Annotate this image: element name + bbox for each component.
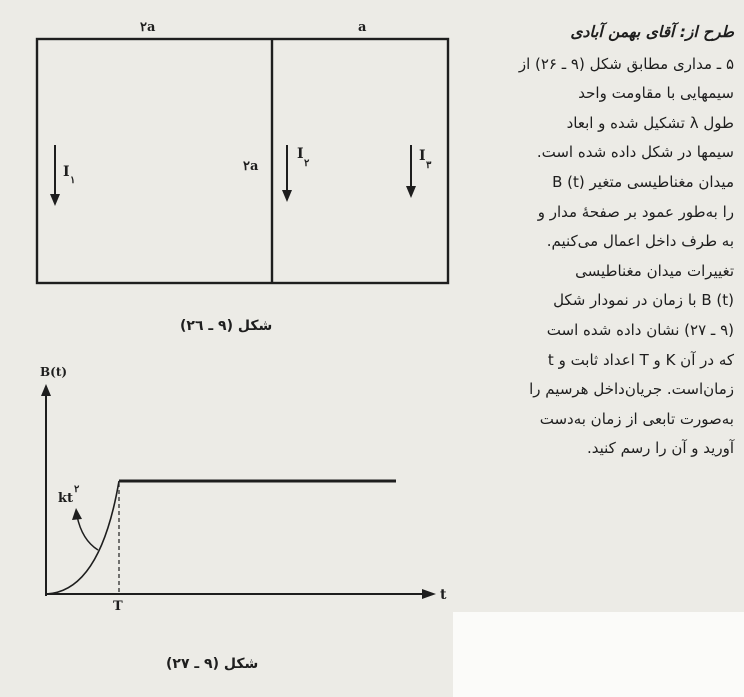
problem-line: (۹ ـ ۲۷) نشان داده شده است — [546, 320, 734, 339]
y-axis-arrowhead — [41, 384, 51, 396]
problem-line: به‌صورت تابعی از زمان به‌دست — [539, 409, 734, 428]
credit-line: طرح از: آقای بهمن آبادی — [570, 23, 734, 41]
current-arrowhead-3 — [406, 186, 416, 198]
problem-text-column — [444, 18, 734, 464]
figure-27-caption: شکل (۹ ـ ۲۷) — [166, 656, 259, 672]
problem-line: میدان مغناطیسی متغیر B (t) — [552, 172, 734, 191]
blank-area — [453, 612, 744, 697]
problem-line: آورید و آن را رسم کنید. — [586, 439, 734, 458]
problem-line: طول λ تشکیل شده و ابعاد — [566, 113, 734, 132]
problem-line: زمان‌است. جریان‌داخل هرسیم را — [529, 380, 734, 399]
curve-pointer-arrowhead — [72, 508, 82, 520]
x-axis-label: t — [440, 587, 447, 603]
current-arrowhead-2 — [282, 190, 292, 202]
x-axis-arrowhead — [422, 589, 436, 599]
figure-26-caption: شکل (۹ ـ ۲٦) — [180, 318, 273, 334]
problem-line: را به‌طور عمود بر صفحهٔ مدار و — [537, 202, 734, 221]
tick-label-T: T — [113, 599, 123, 614]
dimension-label-2a-top: ۲a — [140, 20, 156, 35]
current-arrowhead-1 — [50, 194, 60, 206]
current-subscript-1: ۱ — [70, 175, 76, 186]
problem-line: به طرف داخل اعمال می‌کنیم. — [546, 232, 734, 251]
dimension-label-2a-middle: ۲a — [243, 159, 259, 174]
circuit-figure — [0, 0, 460, 300]
problem-line: B (t) با زمان در نمودار شکل — [553, 291, 734, 310]
current-subscript-3: ۳ — [426, 160, 432, 171]
curve-label-kt: kt — [58, 491, 74, 506]
current-label-3: I — [419, 148, 426, 164]
problem-line: سیمهایی با مقاومت واحد — [578, 84, 734, 103]
dimension-label-a-top: a — [358, 20, 367, 35]
problem-body — [444, 50, 734, 464]
current-label-1: I — [63, 164, 70, 180]
problem-line: ۵ ـ مداری مطابق شکل (۹ ـ ۲۶) از — [518, 54, 734, 73]
problem-line: که در آن K و T اعداد ثابت و t — [547, 350, 734, 369]
current-subscript-2: ۲ — [304, 158, 310, 169]
problem-line: تغییرات میدان مغناطیسی — [575, 261, 734, 280]
current-label-2: I — [297, 146, 304, 162]
y-axis-label: B(t) — [40, 365, 68, 379]
graph-figure — [0, 350, 460, 630]
problem-line: سیمها در شکل داده شده است. — [536, 143, 734, 162]
curve-label-superscript: ۲ — [74, 484, 80, 495]
parabola-curve — [46, 481, 119, 594]
curve-pointer-arrow — [77, 516, 98, 550]
